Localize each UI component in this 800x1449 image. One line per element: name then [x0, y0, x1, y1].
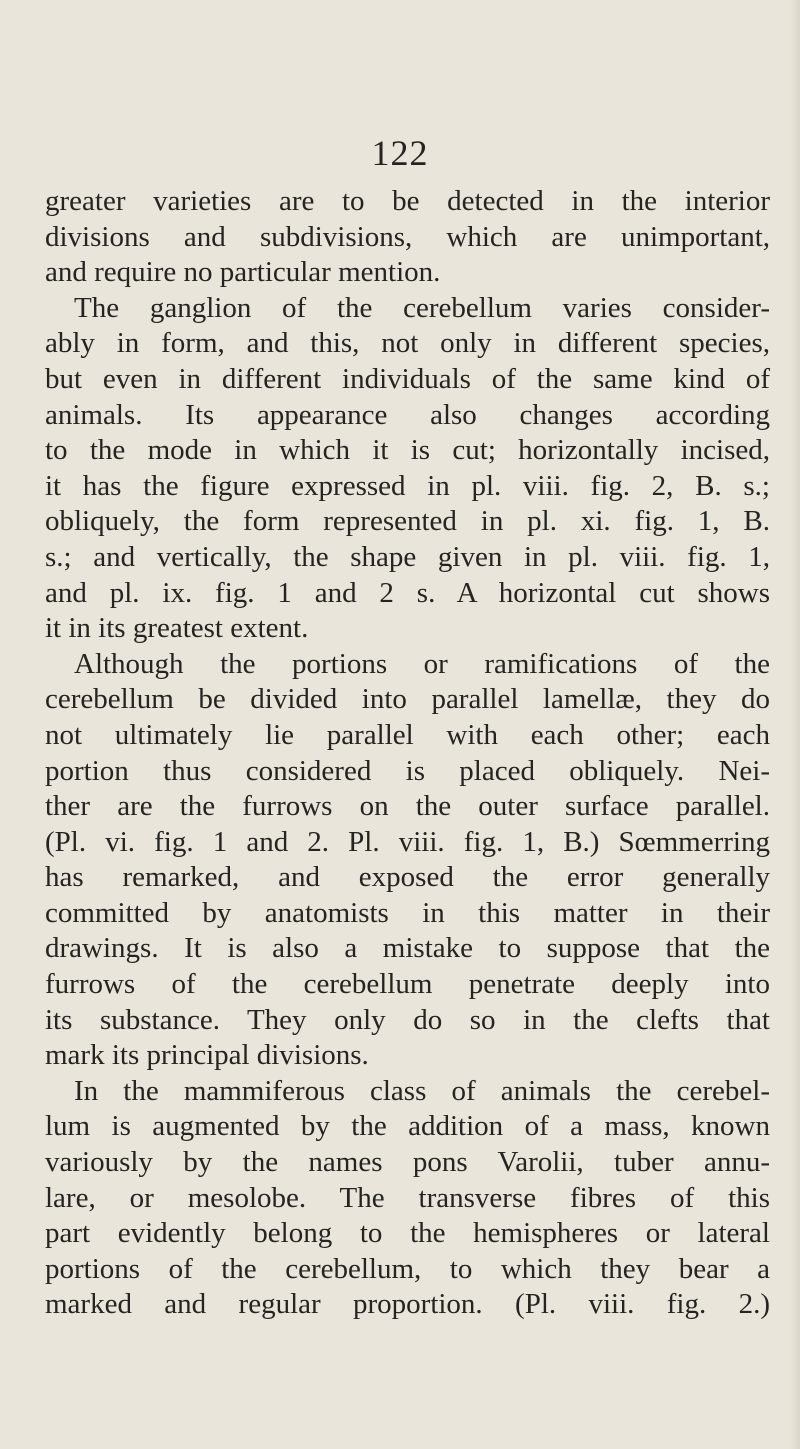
- text-line: variously by the names pons Varolii, tuber annu-: [45, 1146, 770, 1179]
- text-line: portions of the cerebellum, to which they bear a: [45, 1252, 770, 1285]
- text-line: greater varieties are to be detected in the interior: [45, 185, 770, 217]
- text-line: lum is augmented by the addition of a mass, known: [45, 1110, 770, 1143]
- text-line: lare, or mesolobe. The transverse fibres of this: [45, 1181, 770, 1214]
- text-line: committed by anatomists in this matter in their: [45, 896, 770, 929]
- text-line: In the mammiferous class of animals the cerebel-: [74, 1074, 770, 1107]
- text-line: but even in different individuals of the same kind of: [45, 362, 770, 395]
- text-line: drawings. It is also a mistake to suppose that the: [45, 932, 770, 965]
- body-text: [45, 184, 770, 1323]
- text-line: divisions and subdivisions, which are unimportant,: [45, 220, 770, 253]
- text-line: it in its greatest extent.: [45, 612, 309, 645]
- text-line: ably in form, and this, not only in different species,: [45, 327, 770, 360]
- text-line: mark its principal divisions.: [45, 1039, 369, 1072]
- text-line: animals. Its appearance also changes according: [45, 398, 770, 431]
- text-line: Although the portions or ramifications of the: [74, 647, 770, 680]
- page-number: 122: [371, 133, 429, 173]
- text-line: obliquely, the form represented in pl. xi. fig. 1, B.: [45, 505, 770, 538]
- text-line: portion thus considered is placed obliquely. Nei-: [45, 754, 770, 787]
- text-line: cerebellum be divided into parallel lamellæ, they do: [45, 683, 770, 716]
- text-line: marked and regular proportion. (Pl. viii. fig. 2.): [45, 1288, 770, 1321]
- text-line: has remarked, and exposed the error generally: [45, 861, 770, 894]
- text-line: part evidently belong to the hemispheres or lateral: [45, 1217, 770, 1250]
- text-line: not ultimately lie parallel with each other; each: [45, 718, 770, 751]
- text-line: its substance. They only do so in the clefts that: [45, 1003, 770, 1036]
- text-line: to the mode in which it is cut; horizontally incised,: [45, 434, 770, 467]
- text-line: ther are the furrows on the outer surface parallel.: [45, 790, 770, 823]
- text-line: (Pl. vi. fig. 1 and 2. Pl. viii. fig. 1, B.) Sœmmerring: [45, 825, 770, 858]
- text-line: furrows of the cerebellum penetrate deeply into: [45, 968, 770, 1001]
- text-line: s.; and vertically, the shape given in pl. viii. fig. 1,: [45, 540, 770, 573]
- text-line: The ganglion of the cerebellum varies consider-: [74, 291, 770, 324]
- text-line: it has the figure expressed in pl. viii. fig. 2, B. s.;: [45, 469, 770, 502]
- text-line: and require no particular mention.: [45, 256, 441, 289]
- text-line: and pl. ix. fig. 1 and 2 s. A horizontal cut shows: [45, 576, 770, 609]
